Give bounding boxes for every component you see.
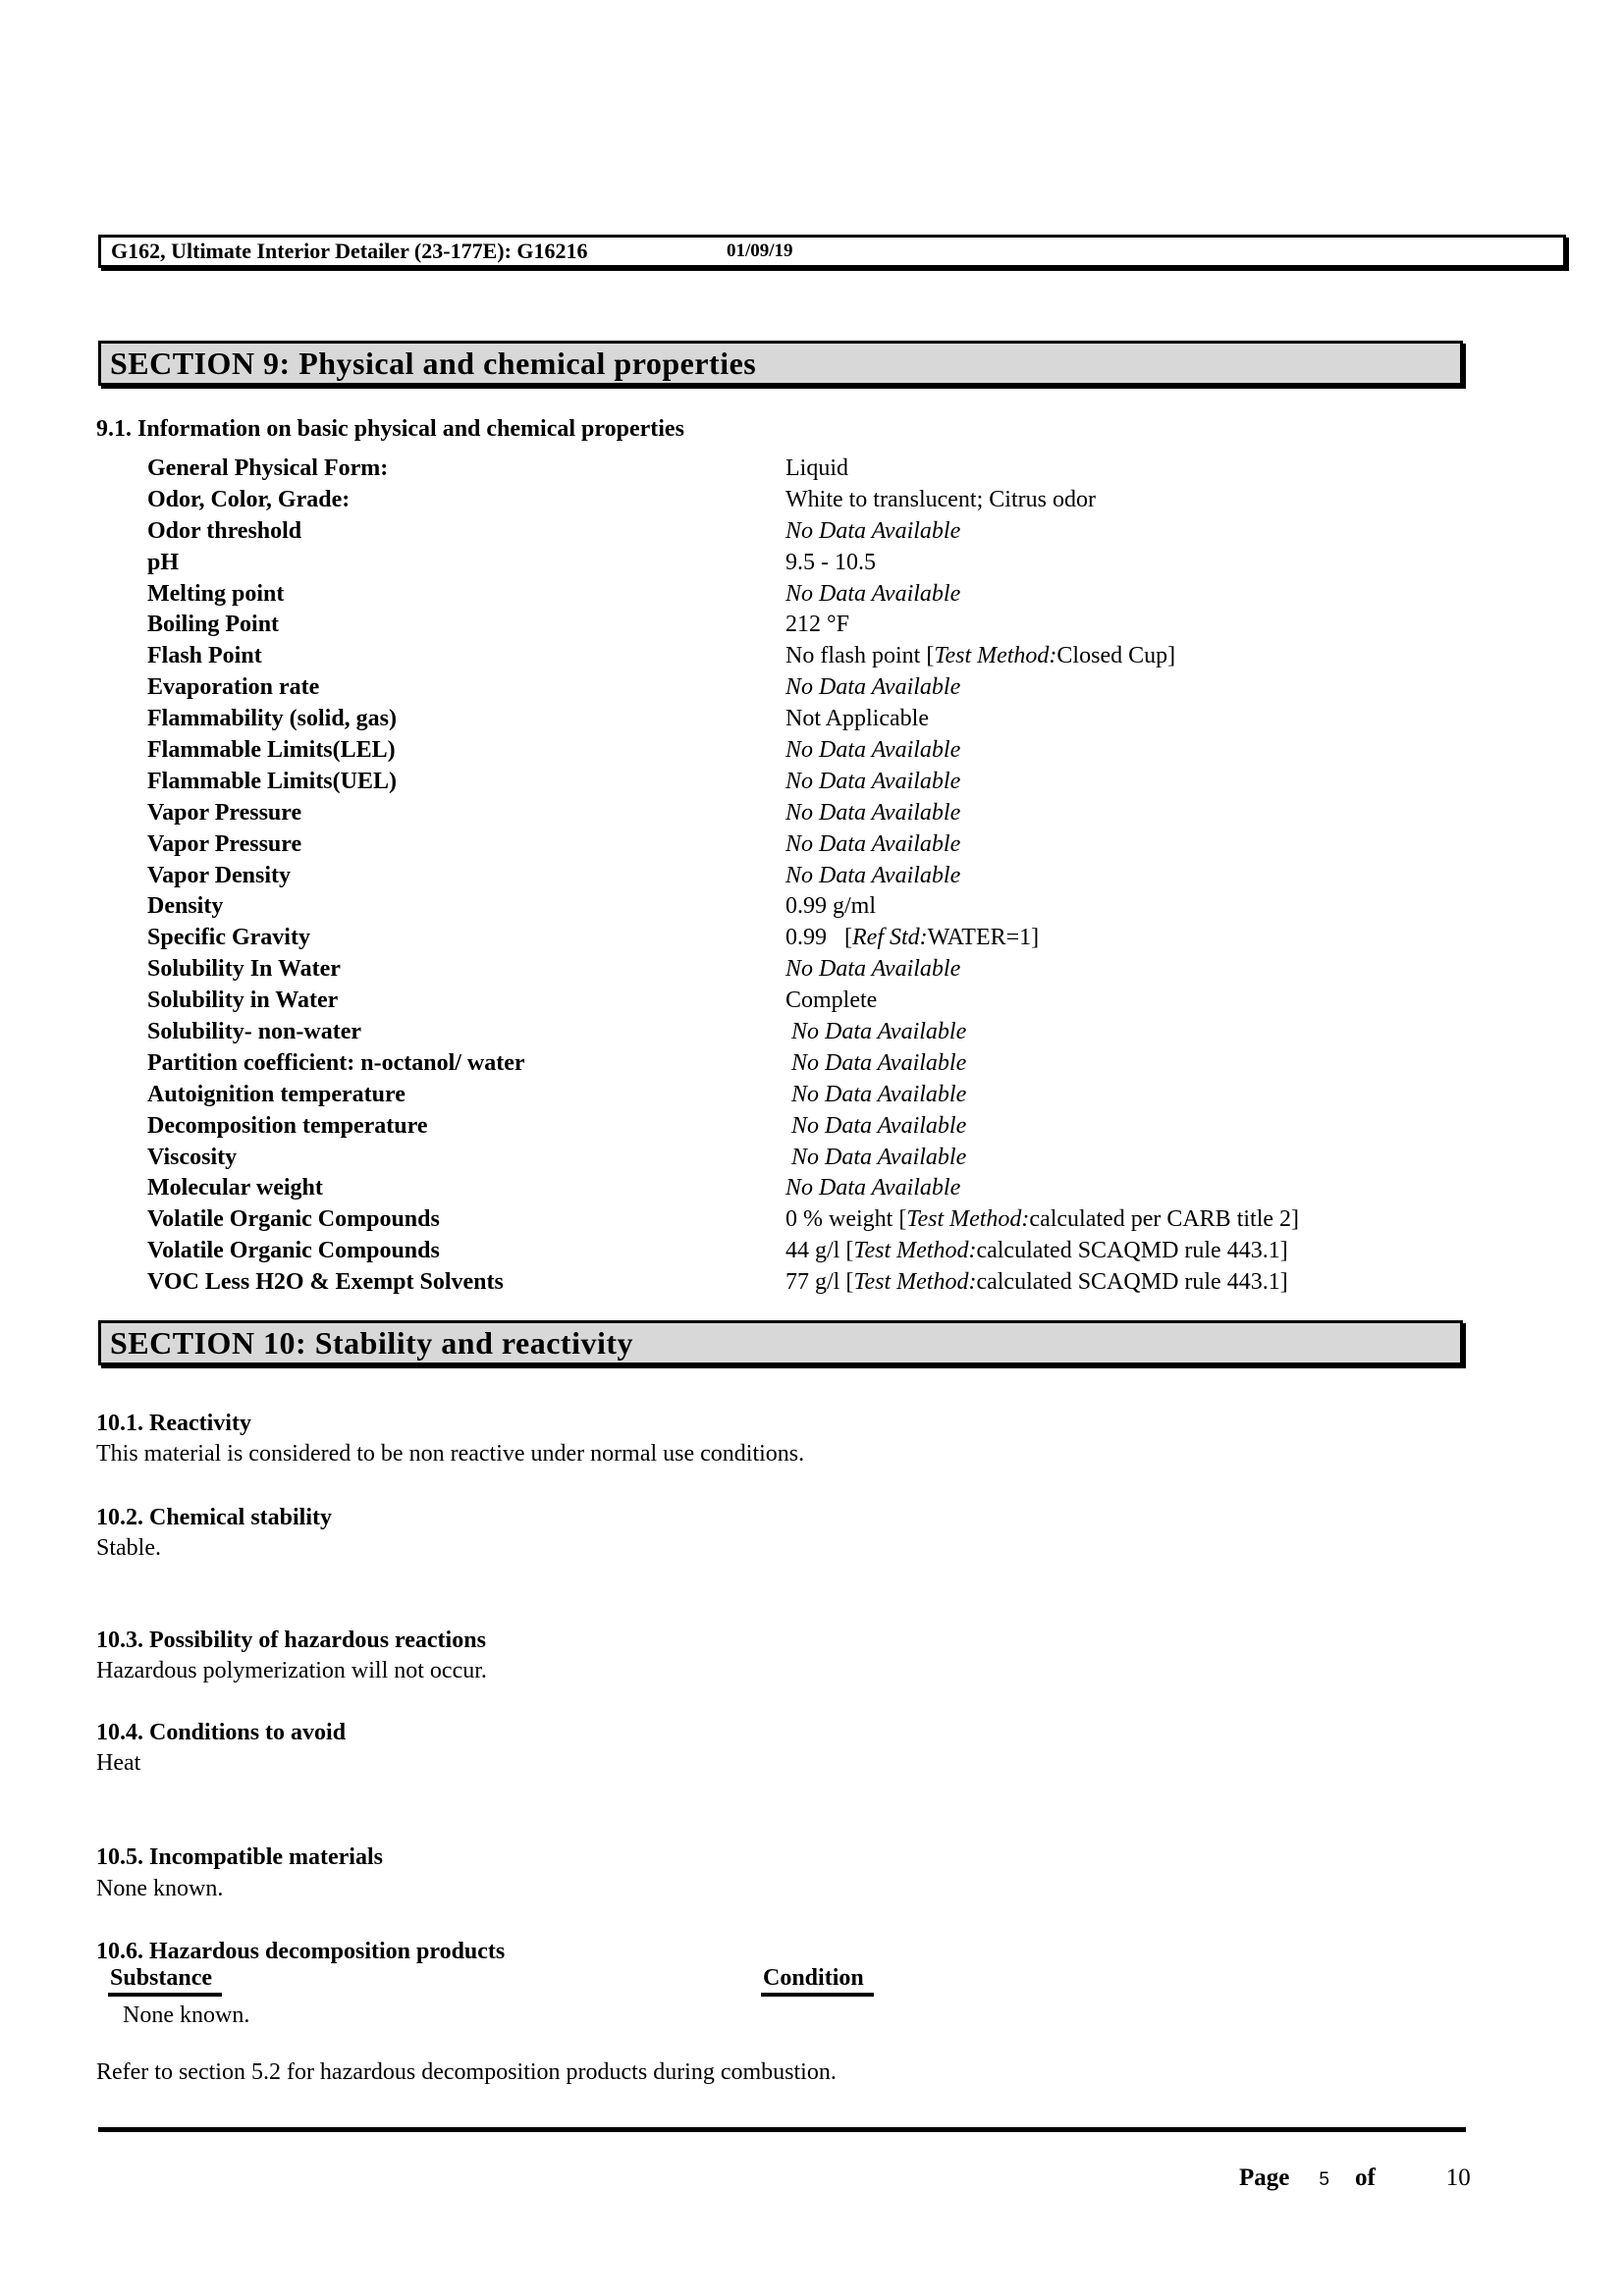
page-footer	[1239, 2164, 1471, 2192]
property-label: Evaporation rate	[147, 674, 320, 701]
property-value: No Data Available	[785, 1112, 967, 1139]
property-label: Solubility- non-water	[147, 1019, 362, 1045]
property-row	[147, 485, 1571, 516]
property-row	[147, 923, 1571, 954]
property-row	[147, 1111, 1571, 1143]
property-value: Not Applicable	[785, 706, 929, 732]
page-number: 5	[1319, 2169, 1329, 2190]
section-10-title: SECTION 10: Stability and reactivity	[110, 1324, 633, 1361]
property-value: No Data Available	[785, 517, 961, 544]
property-label: pH	[147, 549, 180, 575]
section-9-header-bar	[98, 341, 1463, 386]
property-label: Melting point	[147, 580, 285, 607]
property-value: No Data Available	[785, 1144, 967, 1170]
total-page-count: 10	[1445, 2164, 1471, 2191]
property-value: Complete	[785, 988, 878, 1014]
property-label: Solubility In Water	[147, 956, 341, 983]
subsection-10-1-body: This material is considered to be non reactive under normal use conditions.	[96, 1441, 805, 1467]
subsection-10-4-heading: 10.4. Conditions to avoid	[96, 1720, 347, 1745]
property-label: Odor threshold	[147, 517, 302, 544]
property-row	[147, 579, 1571, 611]
property-row	[147, 1267, 1571, 1299]
property-value: 0 % weight [Test Method:calculated per CARB title 2]	[785, 1206, 1300, 1233]
subsection-10-1-heading: 10.1. Reactivity	[96, 1411, 251, 1436]
property-label: Autoignition temperature	[147, 1081, 406, 1107]
footer-rule	[98, 2127, 1466, 2132]
property-row	[147, 986, 1571, 1017]
property-row	[147, 454, 1571, 485]
property-row	[147, 704, 1571, 735]
property-label: Odor, Color, Grade:	[147, 486, 351, 512]
subsection-10-5-body: None known.	[96, 1876, 224, 1901]
subsection-10-2-body: Stable.	[96, 1535, 161, 1561]
subsection-10-2-heading: 10.2. Chemical stability	[96, 1505, 332, 1530]
property-value: No Data Available	[785, 674, 961, 701]
property-label: Vapor Pressure	[147, 830, 302, 857]
property-value: No Data Available	[785, 1019, 967, 1045]
substance-column-header: Substance	[108, 1965, 222, 1997]
property-label: Flammability (solid, gas)	[147, 706, 398, 732]
subsection-9-1-heading: 9.1. Information on basic physical and chemical properties	[96, 416, 684, 442]
decomposition-table-header	[108, 1965, 1286, 1997]
property-label: Volatile Organic Compounds	[147, 1206, 440, 1233]
property-row	[147, 954, 1571, 986]
of-label: of	[1354, 2164, 1376, 2191]
property-row	[147, 1204, 1571, 1236]
property-row	[147, 672, 1571, 704]
subsection-10-3-body: Hazardous polymerization will not occur.	[96, 1658, 487, 1683]
property-row	[147, 610, 1571, 641]
property-label: VOC Less H2O & Exempt Solvents	[147, 1269, 504, 1296]
property-label: Vapor Pressure	[147, 799, 302, 826]
property-label: Boiling Point	[147, 612, 280, 638]
property-value: 0.99 g/ml	[785, 893, 877, 920]
property-row	[147, 767, 1571, 798]
product-title: G162, Ultimate Interior Detailer (23-177E): G16216	[111, 239, 588, 263]
subsection-10-4-body: Heat	[96, 1750, 141, 1776]
property-row	[147, 548, 1571, 579]
subsection-10-5-heading: 10.5. Incompatible materials	[96, 1844, 383, 1870]
combustion-reference-note: Refer to section 5.2 for hazardous decomposition products during combustion.	[96, 2059, 837, 2085]
property-value: No Data Available	[785, 1081, 967, 1107]
property-label: Molecular weight	[147, 1175, 323, 1201]
property-value: No Data Available	[785, 799, 961, 826]
property-value: White to translucent; Citrus odor	[785, 486, 1096, 512]
property-value: 9.5 - 10.5	[785, 549, 876, 575]
property-row	[147, 641, 1571, 672]
property-value: 44 g/l [Test Method:calculated SCAQMD rule 443.1]	[785, 1238, 1288, 1264]
document-header-box	[98, 235, 1566, 268]
property-row	[147, 798, 1571, 829]
section-10-header-bar	[98, 1320, 1463, 1365]
property-label: Solubility in Water	[147, 988, 339, 1014]
property-value: No Data Available	[785, 1175, 961, 1201]
property-label: Flammable Limits(LEL)	[147, 737, 396, 764]
property-row	[147, 1048, 1571, 1080]
property-label: General Physical Form:	[147, 455, 389, 481]
property-row	[147, 1017, 1571, 1048]
property-value: No Data Available	[785, 956, 961, 983]
property-row	[147, 1236, 1571, 1267]
property-value: No flash point [Test Method:Closed Cup]	[785, 643, 1176, 669]
property-label: Partition coefficient: n-octanol/ water	[147, 1049, 525, 1076]
property-label: Density	[147, 893, 224, 920]
property-label: Volatile Organic Compounds	[147, 1238, 440, 1264]
property-value: 77 g/l [Test Method:calculated SCAQMD rule 443.1]	[785, 1269, 1288, 1296]
property-value: No Data Available	[785, 580, 961, 607]
property-row	[147, 1143, 1571, 1174]
properties-list	[147, 454, 1571, 1299]
decomposition-table-row: None known.	[123, 2002, 250, 2028]
condition-column-header: Condition	[761, 1965, 874, 1997]
property-label: Vapor Density	[147, 862, 292, 888]
property-row	[147, 516, 1571, 548]
property-row	[147, 735, 1571, 767]
property-label: Specific Gravity	[147, 925, 310, 951]
property-row	[147, 829, 1571, 861]
property-value: Liquid	[785, 455, 848, 481]
property-label: Flammable Limits(UEL)	[147, 768, 397, 794]
property-label: Flash Point	[147, 643, 262, 669]
revision-date: 01/09/19	[727, 240, 793, 261]
property-value: No Data Available	[785, 737, 961, 764]
page-label: Page	[1239, 2164, 1290, 2191]
property-value: No Data Available	[785, 830, 961, 857]
property-value: 0.99 [Ref Std:WATER=1]	[785, 925, 1040, 951]
property-label: Decomposition temperature	[147, 1112, 428, 1139]
property-value: No Data Available	[785, 768, 961, 794]
subsection-10-3-heading: 10.3. Possibility of hazardous reactions	[96, 1628, 486, 1653]
property-value: 212 °F	[785, 612, 849, 638]
section-9-title: SECTION 9: Physical and chemical properties	[110, 345, 757, 381]
property-label: Viscosity	[147, 1144, 238, 1170]
property-row	[147, 861, 1571, 892]
subsection-10-6-heading: 10.6. Hazardous decomposition products	[96, 1939, 506, 1964]
property-value: No Data Available	[785, 1049, 967, 1076]
property-value: No Data Available	[785, 862, 961, 888]
property-row	[147, 1173, 1571, 1204]
property-row	[147, 1080, 1571, 1111]
property-row	[147, 891, 1571, 923]
